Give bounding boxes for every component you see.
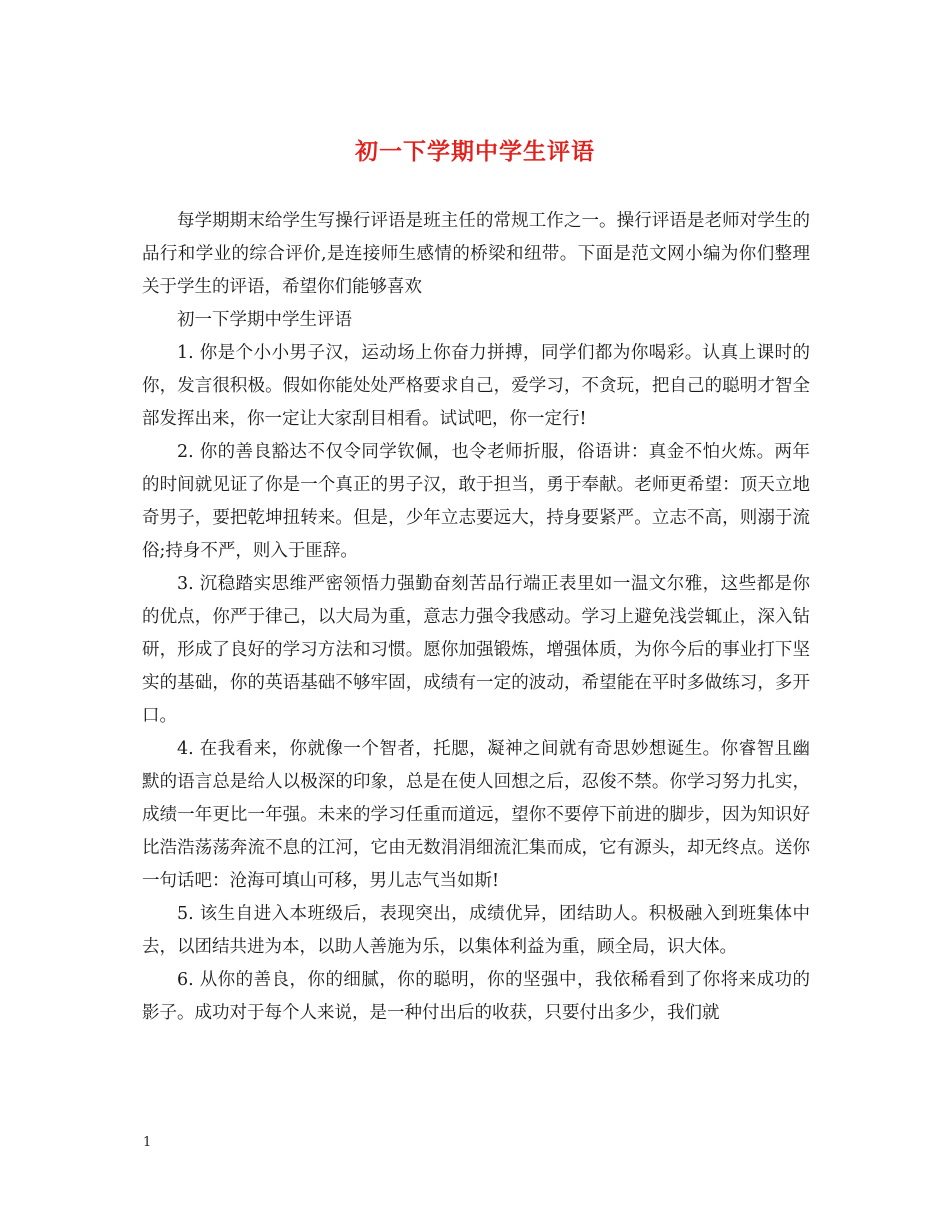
comment-paragraph-4: 4. 在我看来，你就像一个智者，托腮，凝神之间就有奇思妙想诞生。你睿智且幽默的语言总是给人以极深的印象，总是在使人回想之后，忍俊不禁。你学习努力扎实，成绩一年更比一年强。未来的学习任重而道远，望你不要停下前进的脚步，因为知识好比浩浩荡荡奔流不息的江河，它由无数涓涓细流汇集而成，它有源头，却无终点。送你一句话吧：沧海可填山可移，男儿志气当如斯!: [142, 739, 810, 891]
comment-paragraph-6: 6. 从你的善良，你的细腻，你的聪明，你的坚强中，我依稀看到了你将来成功的影子。成功对于每个人来说，是一种付出后的收获，只要付出多少，我们就: [142, 970, 810, 1023]
document-title: 初一下学期中学生评语: [355, 138, 595, 165]
section-heading: 初一下学期中学生评语: [177, 310, 352, 330]
page-number: 1: [143, 1135, 152, 1150]
comment-paragraph-2: 2. 你的善良豁达不仅令同学钦佩，也令老师折服，俗语讲：真金不怕火炼。两年的时间就见证了你是一个真正的男子汉，敢于担当，勇于奉献。老师更希望：顶天立地奇男子，要把乾坤扭转来。但是，少年立志要远大，持身要紧严。立志不高，则溺于流俗;持身不严，则入于匪辞。: [142, 442, 810, 561]
document-body: [142, 205, 810, 1030]
comment-paragraph-5: 5. 该生自进入本班级后，表现突出，成绩优异，团结助人。积极融入到班集体中去，以团结共进为本，以助人善施为乐，以集体利益为重，顾全局，识大体。: [142, 904, 810, 957]
comment-paragraph-1: 1. 你是个小小男子汉，运动场上你奋力拼搏，同学们都为你喝彩。认真上课时的你，发言很积极。假如你能处处严格要求自己，爱学习，不贪玩，把自己的聪明才智全部发挥出来，你一定让大家刮目相看。试试吧，你一定行!: [142, 343, 810, 429]
intro-paragraph: 每学期期末给学生写操行评语是班主任的常规工作之一。操行评语是老师对学生的品行和学业的综合评价,是连接师生感情的桥梁和纽带。下面是范文网小编为你们整理关于学生的评语，希望你们能够喜欢: [142, 211, 810, 297]
comment-paragraph-3: 3. 沉稳踏实思维严密领悟力强勤奋刻苦品行端正表里如一温文尔雅，这些都是你的优点，你严于律己，以大局为重，意志力强令我感动。学习上避免浅尝辄止，深入钻研，形成了良好的学习方法和习惯。愿你加强锻炼，增强体质，为你今后的事业打下坚实的基础，你的英语基础不够牢固，成绩有一定的波动，希望能在平时多做练习，多开口。: [142, 574, 810, 726]
